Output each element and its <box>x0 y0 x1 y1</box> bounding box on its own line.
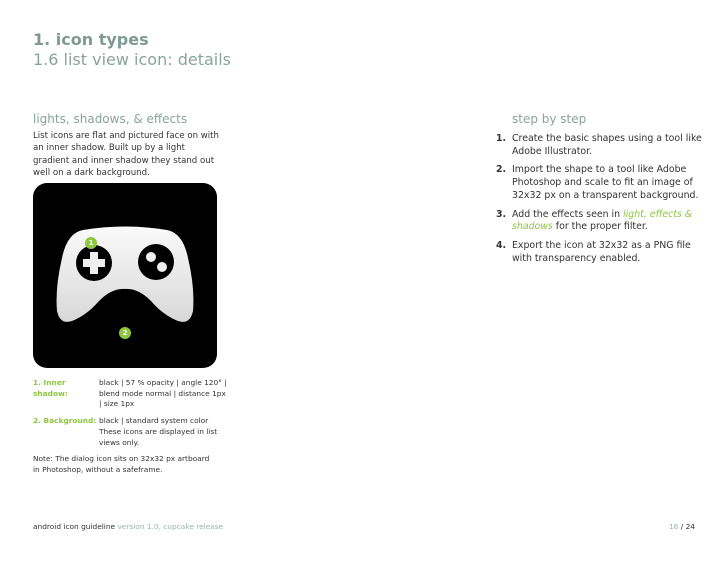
step-item <box>496 164 706 202</box>
spec-list <box>33 378 233 476</box>
spec-line: These icons are displayed in list <box>99 426 218 436</box>
callout-2: 2 <box>119 327 131 339</box>
step-number: 2. <box>496 164 507 176</box>
intro-text: List icons are flat and pictured face on with an inner shadow. Built up by a light gradient and inner shadow they stand out well on a dark background. <box>33 131 219 178</box>
step-item <box>496 133 706 158</box>
spec-line: black | standard system color <box>99 416 209 426</box>
spec-label: 1. Inner shadow: <box>33 378 68 398</box>
total-pages: / 24 <box>680 522 695 531</box>
step-text-post: for the proper filter. <box>552 221 648 233</box>
spec-inner-shadow <box>33 378 233 410</box>
spec-line: black | 57 % opacity | angle 120° | <box>99 378 227 387</box>
step-text: Create the basic shapes using a tool like Adobe Illustrator. <box>512 133 702 157</box>
spec-line: | size 1px <box>99 399 135 409</box>
current-page: 16 <box>668 522 679 531</box>
button-a <box>146 252 156 262</box>
note: Note: The dialog icon sits on 32x32 px artboard in Photoshop, without a safeframe. <box>33 454 210 474</box>
step-list <box>496 133 706 271</box>
step-item <box>496 209 706 234</box>
footer-left <box>33 522 223 531</box>
step-number: 4. <box>496 239 507 251</box>
spec-line: views only. <box>99 437 140 447</box>
buttons-socket <box>138 244 174 280</box>
left-heading: lights, shadows, & effects <box>33 112 188 126</box>
page-number <box>669 522 695 531</box>
doc-name: android icon guideline <box>33 522 116 531</box>
step-item <box>496 240 706 265</box>
step-text-pre: Add the effects seen in <box>512 208 624 220</box>
step-text <box>512 209 706 234</box>
game-controller-icon <box>33 183 217 368</box>
spec-background <box>33 416 233 448</box>
section-link[interactable]: light, effects & shadows <box>512 208 693 233</box>
step-text: Import the shape to a tool like Adobe Photoshop and scale to fit an image of 32x32 px on a transparent background. <box>512 164 699 201</box>
section-title: 1. icon types <box>33 30 149 49</box>
icon-preview <box>33 183 217 368</box>
button-b <box>157 262 167 272</box>
step-number: 3. <box>496 208 507 220</box>
step-text: Export the icon at 32x32 as a PNG file with transparency enabled. <box>512 239 691 264</box>
doc-version: version 1.0, cupcake release <box>117 522 224 531</box>
spec-label: 2. Background: <box>33 416 97 426</box>
right-heading: step by step <box>512 112 587 126</box>
spec-line: blend mode normal | distance 1px <box>99 388 226 398</box>
step-number: 1. <box>496 133 507 144</box>
page-title: 1.6 list view icon: details <box>33 50 231 69</box>
callout-1: 1 <box>85 237 97 249</box>
